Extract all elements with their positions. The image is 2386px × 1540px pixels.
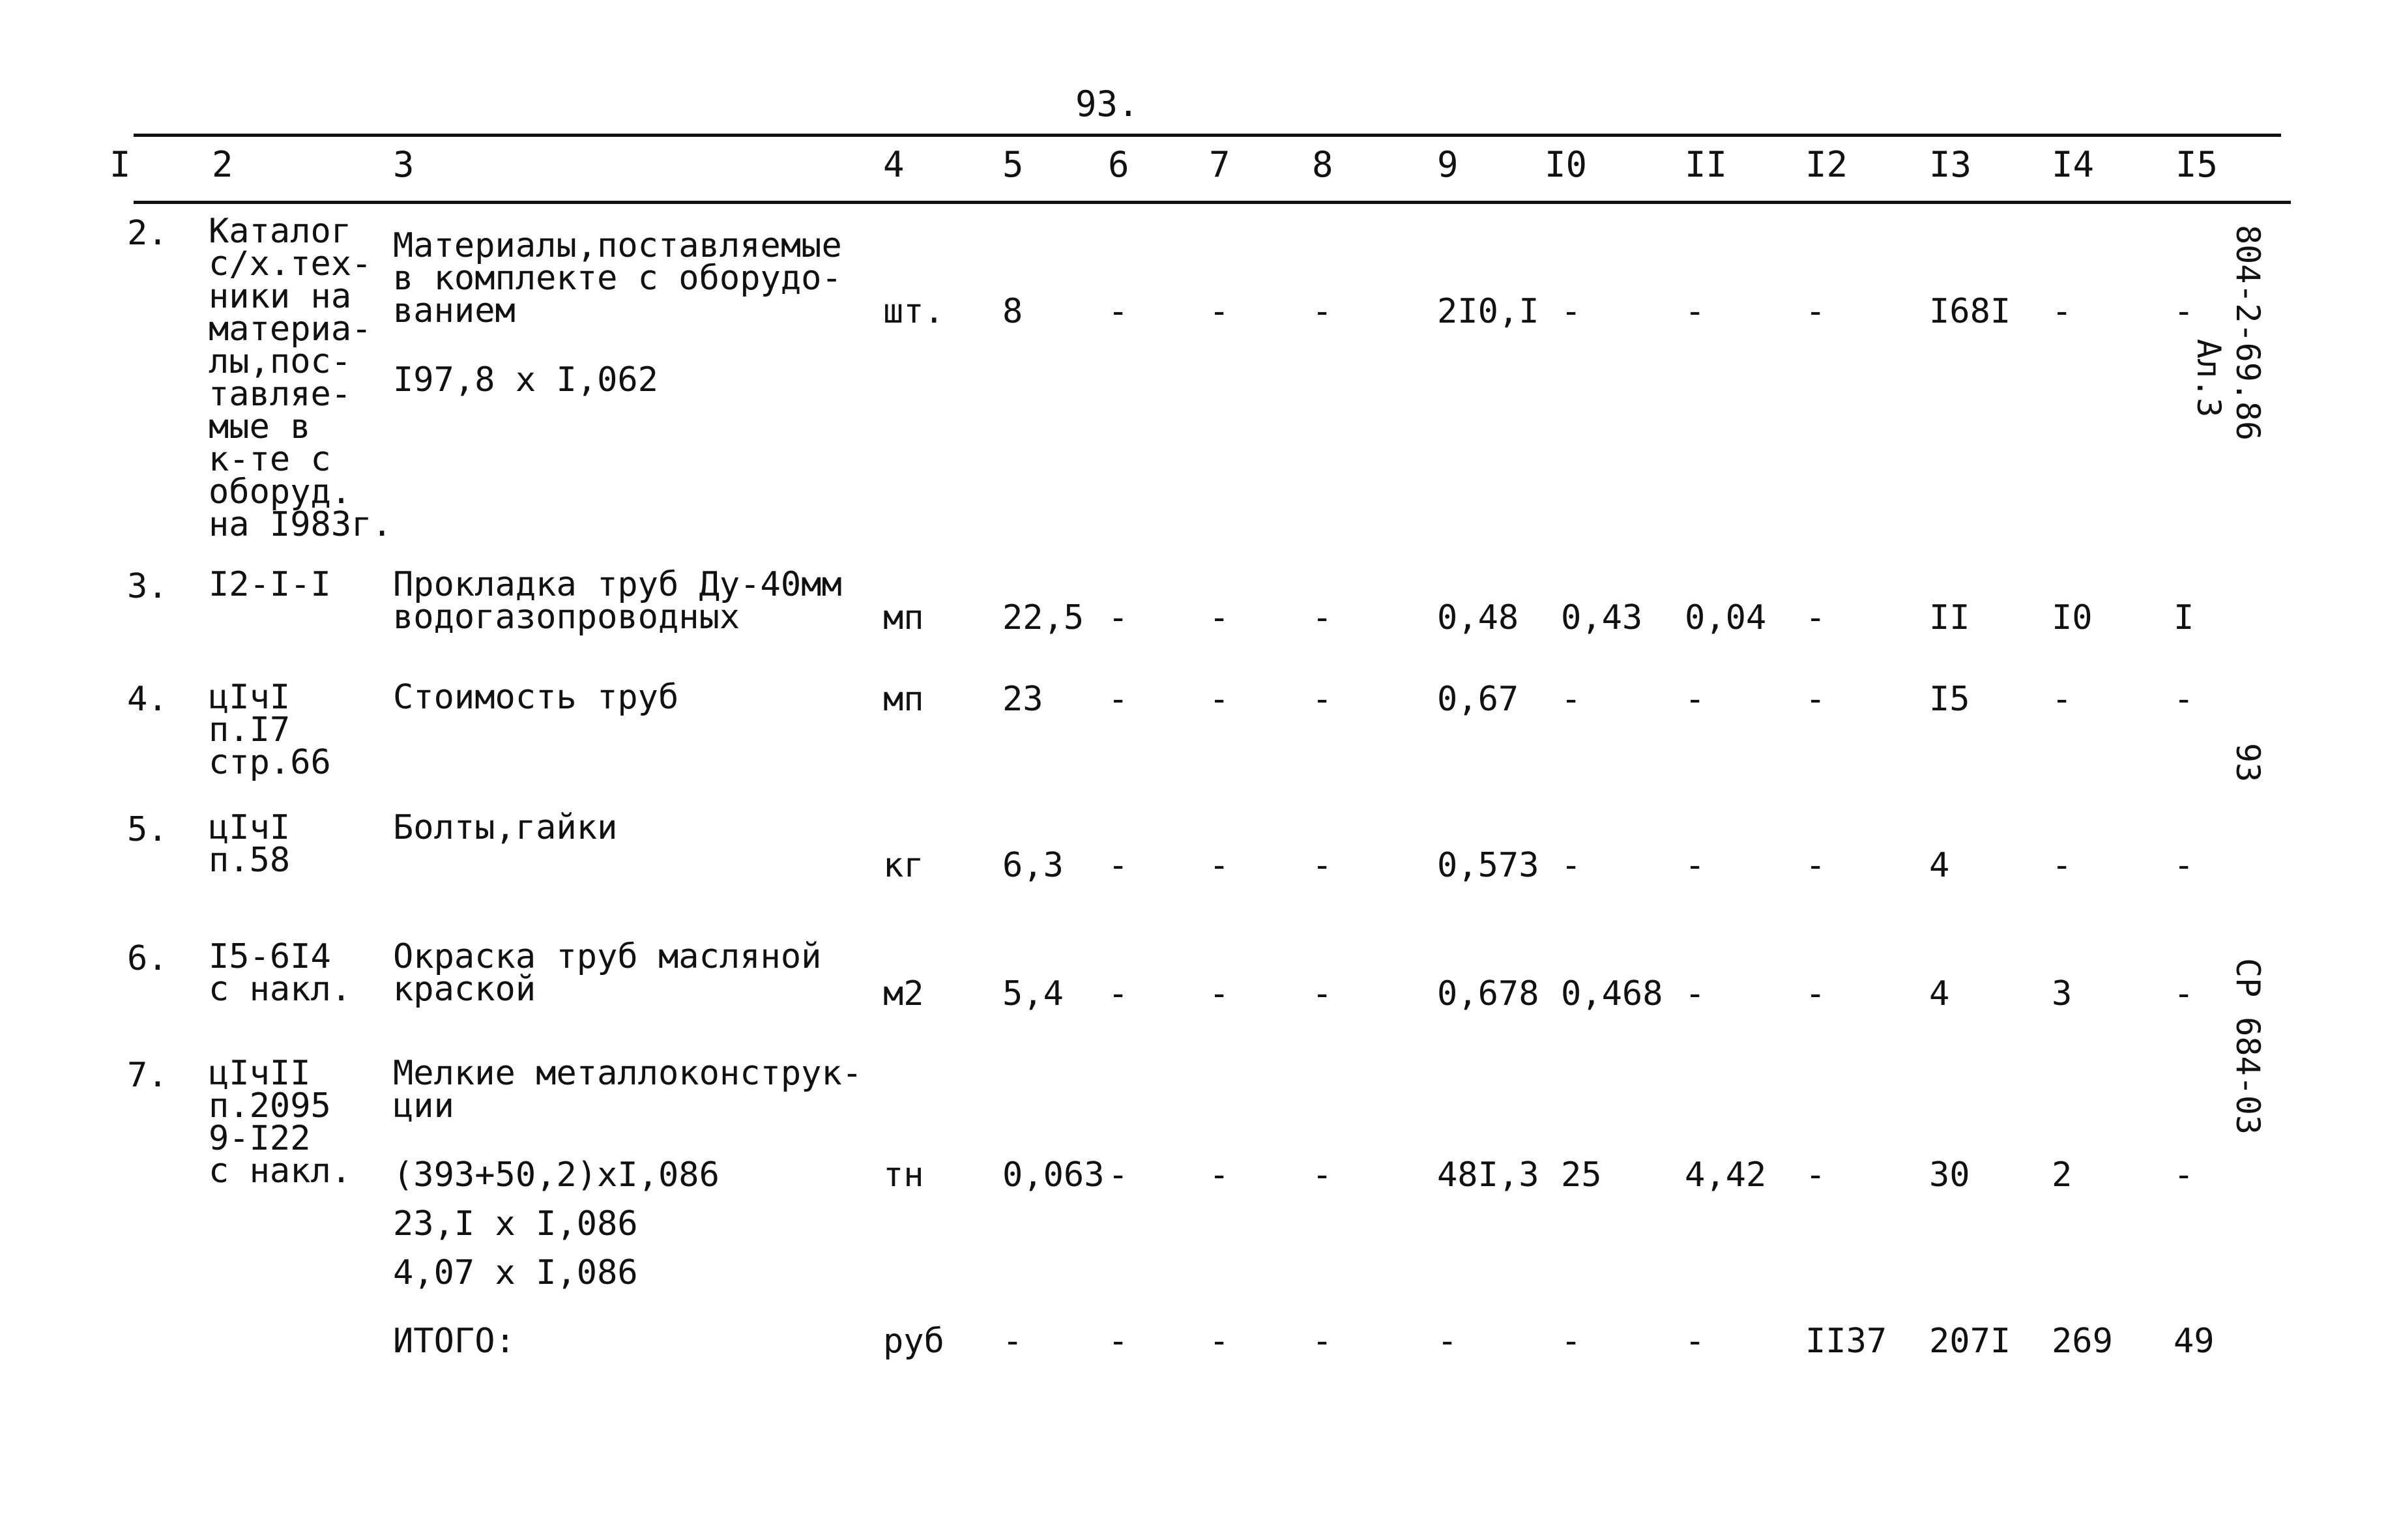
table-cell: 4 (1929, 846, 1950, 885)
table-cell: - (2052, 680, 2073, 719)
column-header: 4 (883, 144, 905, 185)
top-rule (134, 134, 2281, 137)
table-cell: 4 (1929, 974, 1950, 1013)
table-cell: - (1209, 680, 1230, 719)
table-cell: 0,67 (1437, 680, 1519, 719)
unit: шт. (883, 292, 944, 331)
table-cell: - (1312, 598, 1333, 637)
code-line: I5-6I4 (209, 937, 331, 976)
table-cell: 23 (1002, 680, 1043, 719)
row-number: 3. (127, 567, 168, 606)
column-header: 6 (1108, 144, 1129, 185)
column-header: I2 (1805, 144, 1848, 185)
code-line: оборуд. (209, 472, 352, 512)
unit: м2 (883, 974, 924, 1013)
description-line: краской (393, 970, 536, 1009)
total-cell: 49 (2174, 1322, 2215, 1361)
table-cell: - (1805, 974, 1826, 1013)
table-cell: - (1561, 846, 1582, 885)
table-cell: - (2174, 1155, 2194, 1195)
code-line: 9-I22 (209, 1119, 311, 1158)
table-cell: - (1108, 292, 1129, 331)
table-cell: - (1685, 680, 1706, 719)
table-cell: 0,468 (1561, 974, 1663, 1013)
column-header: I (109, 144, 131, 185)
description-line: Прокладка труб Ду-40мм (393, 565, 842, 604)
table-cell: - (1805, 1155, 1826, 1195)
total-label: ИТОГО: (393, 1322, 516, 1361)
table-cell: 6,3 (1002, 846, 1064, 885)
formula-line: I97,8 x I,062 (393, 360, 658, 400)
table-cell: 0,573 (1437, 846, 1539, 885)
total-cell: - (1312, 1322, 1333, 1361)
margin-page: 93 (2229, 743, 2267, 783)
total-cell: 269 (2052, 1322, 2113, 1361)
formula-line: (393+50,2)xI,086 (393, 1155, 720, 1195)
row-number: 7. (127, 1056, 168, 1095)
unit: мп (883, 598, 924, 637)
table-cell: - (1312, 680, 1333, 719)
table-cell: - (1108, 598, 1129, 637)
table-cell: 5,4 (1002, 974, 1064, 1013)
table-cell: - (1561, 292, 1582, 331)
column-header: I4 (2052, 144, 2095, 185)
table-cell: - (1108, 1155, 1129, 1195)
description-line: в комплекте с оборудо- (393, 259, 842, 298)
code-line: с накл. (209, 970, 352, 1009)
margin-series: СР 684-03 (2229, 958, 2267, 1135)
page-number: 93. (1075, 83, 1139, 124)
unit: кг (883, 846, 924, 885)
table-cell: - (1108, 974, 1129, 1013)
column-header: I3 (1929, 144, 1972, 185)
table-cell: - (1561, 680, 1582, 719)
total-cell: - (1437, 1322, 1458, 1361)
column-header: 9 (1437, 144, 1459, 185)
table-cell: - (2052, 292, 2073, 331)
code-line: к-те с (209, 440, 331, 479)
description-line: ванием (393, 291, 516, 330)
table-cell: 4,42 (1685, 1155, 1767, 1195)
column-header: 5 (1002, 144, 1024, 185)
column-header: II (1685, 144, 1728, 185)
total-unit: руб (883, 1322, 944, 1361)
formula-line: 23,I x I,086 (393, 1204, 638, 1243)
total-cell: II37 (1805, 1322, 1887, 1361)
table-cell: - (1312, 974, 1333, 1013)
total-cell: - (1209, 1322, 1230, 1361)
table-cell: 0,678 (1437, 974, 1539, 1013)
code-line: цIчI (209, 678, 291, 717)
row-number: 2. (127, 214, 168, 253)
table-cell: 25 (1561, 1155, 1602, 1195)
table-cell: - (1805, 680, 1826, 719)
code-line: ники на (209, 277, 352, 316)
table-cell: - (2174, 680, 2194, 719)
table-cell: - (1312, 846, 1333, 885)
code-line: с/х.тех- (209, 244, 372, 283)
table-cell: 0,43 (1561, 598, 1643, 637)
row-number: 5. (127, 810, 168, 849)
table-cell: - (1805, 292, 1826, 331)
table-cell: 8 (1002, 292, 1023, 331)
column-header: 7 (1209, 144, 1230, 185)
table-cell: - (2174, 846, 2194, 885)
table-cell: 2 (2052, 1155, 2073, 1195)
code-line: п.58 (209, 841, 291, 880)
description-line: Материалы,поставляемые (393, 226, 842, 265)
row-number: 4. (127, 680, 168, 719)
table-cell: I5 (1929, 680, 1970, 719)
table-cell: - (1209, 974, 1230, 1013)
table-cell: 0,48 (1437, 598, 1519, 637)
column-header: I0 (1545, 144, 1588, 185)
column-header: 3 (393, 144, 415, 185)
code-line: I2-I-I (209, 565, 331, 604)
code-line: Каталог (209, 212, 352, 251)
table-cell: - (1209, 598, 1230, 637)
table-cell: - (1209, 846, 1230, 885)
code-line: п.I7 (209, 710, 291, 749)
total-cell: - (1561, 1322, 1582, 1361)
table-cell: I0 (2052, 598, 2093, 637)
table-cell: - (1805, 598, 1826, 637)
table-cell: - (1685, 292, 1706, 331)
table-cell: - (1209, 1155, 1230, 1195)
formula-line: 4,07 x I,086 (393, 1253, 638, 1292)
code-line: цIчI (209, 808, 291, 847)
table-cell: 0,04 (1685, 598, 1767, 637)
total-cell: 207I (1929, 1322, 2011, 1361)
table-cell: - (1108, 680, 1129, 719)
code-line: с накл. (209, 1152, 352, 1191)
total-cell: - (1002, 1322, 1023, 1361)
table-cell: I (2174, 598, 2194, 637)
table-cell: 22,5 (1002, 598, 1084, 637)
total-cell: - (1685, 1322, 1706, 1361)
code-line: цIчII (209, 1054, 311, 1093)
code-line: п.2095 (209, 1086, 331, 1126)
table-cell: 0,063 (1002, 1155, 1105, 1195)
table-cell: - (1685, 846, 1706, 885)
margin-album: Ал.3 (2190, 339, 2228, 418)
table-cell: - (1312, 1155, 1333, 1195)
unit: мп (883, 680, 924, 719)
table-cell: - (2052, 846, 2073, 885)
table-cell: - (1312, 292, 1333, 331)
table-cell: - (1685, 974, 1706, 1013)
header-rule (134, 201, 2291, 204)
table-cell: 2I0,I (1437, 292, 1539, 331)
description-line: водогазопроводных (393, 598, 740, 637)
code-line: на I983г. (209, 505, 392, 544)
margin-doc-code: 804-2-69.86 (2229, 225, 2267, 441)
table-cell: - (1108, 846, 1129, 885)
description-line: ции (393, 1086, 454, 1126)
table-cell: - (1209, 292, 1230, 331)
code-line: тавляе- (209, 375, 352, 414)
table-cell: - (1805, 846, 1826, 885)
column-header: 8 (1312, 144, 1333, 185)
table-cell: II (1929, 598, 1970, 637)
code-line: стр.66 (209, 743, 331, 782)
table-cell: I68I (1929, 292, 2011, 331)
table-cell: 48I,3 (1437, 1155, 1539, 1195)
total-cell: - (1108, 1322, 1129, 1361)
description-line: Болты,гайки (393, 808, 618, 847)
description-line: Мелкие металлоконструк- (393, 1054, 863, 1093)
code-line: мые в (209, 407, 311, 446)
description-line: Стоимость труб (393, 678, 679, 717)
unit: тн (883, 1155, 924, 1195)
table-cell: - (2174, 974, 2194, 1013)
table-cell: 30 (1929, 1155, 1970, 1195)
description-line: Окраска труб масляной (393, 937, 822, 976)
row-number: 6. (127, 939, 168, 978)
table-cell: 3 (2052, 974, 2073, 1013)
column-header: I5 (2175, 144, 2219, 185)
column-header: 2 (212, 144, 233, 185)
table-cell: - (2174, 292, 2194, 331)
code-line: материа- (209, 310, 372, 349)
code-line: лы,пос- (209, 342, 352, 381)
